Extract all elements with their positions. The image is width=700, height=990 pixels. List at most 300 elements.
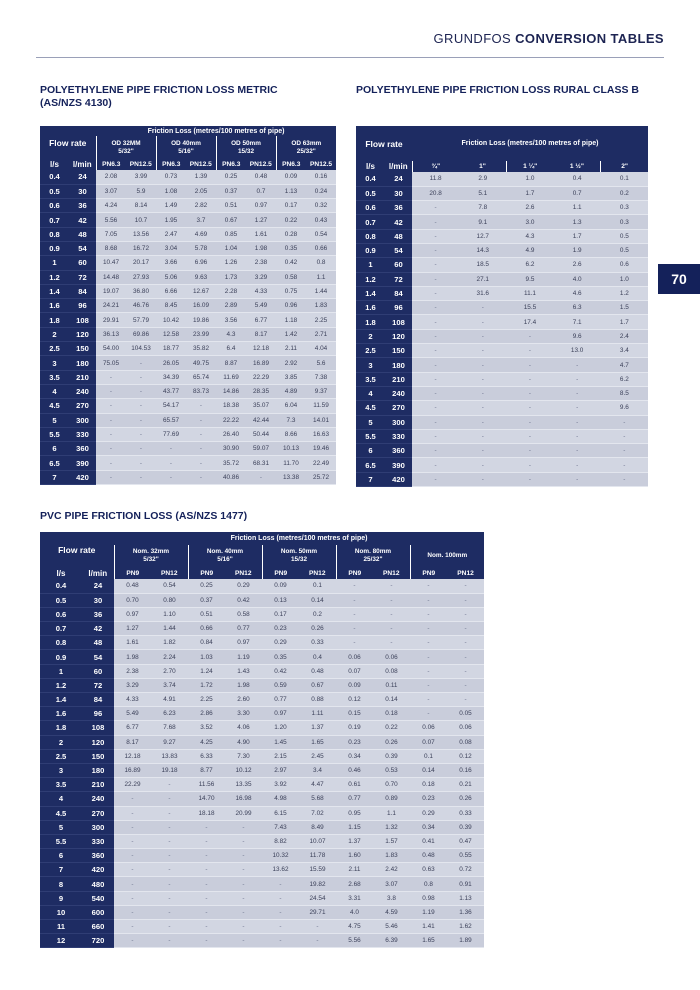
friction-value-cell: 2.42 <box>373 863 410 877</box>
friction-value-cell: 2.28 <box>216 284 246 298</box>
friction-value-cell: 2.6 <box>554 258 601 272</box>
friction-value-cell: 1.98 <box>225 678 262 692</box>
pe-metric-title <box>40 84 278 110</box>
friction-value-cell: - <box>506 444 553 458</box>
friction-value-cell: 68.31 <box>246 456 276 470</box>
column-header: PN12 <box>299 567 336 579</box>
friction-value-cell: 0.42 <box>262 664 299 678</box>
pe-metric-title-line2: (AS/NZS 4130) <box>40 97 112 109</box>
table-row <box>40 863 484 877</box>
flow-lmin-cell: 180 <box>385 358 412 372</box>
table-row <box>40 327 336 341</box>
friction-value-cell: 54.17 <box>156 399 186 413</box>
flow-ls-cell: 2.5 <box>356 344 385 358</box>
friction-value-cell: - <box>188 905 225 919</box>
flow-ls-cell: 5.5 <box>40 834 82 848</box>
friction-value-cell: 4.9 <box>506 243 553 257</box>
friction-value-cell: 4.98 <box>262 792 299 806</box>
table-row <box>40 806 484 820</box>
flow-lmin-cell: 210 <box>69 370 96 384</box>
table-row <box>40 213 336 227</box>
flow-ls-cell: 0.6 <box>40 607 82 621</box>
friction-value-cell: 0.08 <box>447 735 484 749</box>
friction-value-cell: 0.42 <box>276 256 306 270</box>
flow-lmin-cell: 24 <box>69 170 96 184</box>
friction-value-cell: 1.57 <box>373 834 410 848</box>
friction-value-cell: 2.89 <box>216 299 246 313</box>
friction-value-cell: - <box>554 372 601 386</box>
flow-lmin-cell: 42 <box>385 215 412 229</box>
friction-value-cell: - <box>412 372 459 386</box>
friction-value-cell: 10.47 <box>96 256 126 270</box>
friction-value-cell: 7.8 <box>459 201 506 215</box>
table-row <box>356 315 648 329</box>
friction-value-cell: 0.88 <box>299 693 336 707</box>
friction-value-cell: 10.13 <box>276 442 306 456</box>
friction-value-cell: 5.78 <box>186 241 216 255</box>
friction-value-cell: - <box>114 806 151 820</box>
friction-value-cell: 42.44 <box>246 413 276 427</box>
friction-value-cell: 0.91 <box>447 877 484 891</box>
friction-value-cell: - <box>114 834 151 848</box>
pe-metric-title-line1: POLYETHYLENE PIPE FRICTION LOSS METRIC <box>40 84 278 96</box>
flow-ls-cell: 9 <box>40 891 82 905</box>
friction-value-cell: 0.70 <box>373 778 410 792</box>
friction-value-cell: 5.68 <box>299 792 336 806</box>
friction-value-cell: 59.07 <box>246 442 276 456</box>
flow-ls-cell: 6 <box>40 849 82 863</box>
flow-ls-cell: 4 <box>40 384 69 398</box>
friction-value-cell: 7.1 <box>554 315 601 329</box>
friction-value-cell: 1.13 <box>276 184 306 198</box>
friction-value-cell: 14.01 <box>306 413 336 427</box>
friction-value-cell: - <box>96 413 126 427</box>
friction-value-cell: 18.38 <box>216 399 246 413</box>
column-header: 1 ¼" <box>506 161 553 172</box>
friction-value-cell: 26.40 <box>216 427 246 441</box>
friction-value-cell: - <box>459 386 506 400</box>
friction-value-cell: 4.7 <box>601 358 648 372</box>
friction-value-cell: 2.15 <box>262 749 299 763</box>
friction-value-cell: 0.3 <box>601 215 648 229</box>
friction-value-cell: 8.5 <box>601 386 648 400</box>
friction-value-cell: 0.98 <box>410 891 447 905</box>
friction-value-cell: 75.05 <box>96 356 126 370</box>
friction-value-cell: 20.17 <box>126 256 156 270</box>
friction-value-cell: 6.66 <box>156 284 186 298</box>
flow-ls-cell: 1.4 <box>40 693 82 707</box>
friction-value-cell: - <box>410 607 447 621</box>
pipe-size-header <box>96 136 156 159</box>
flow-lmin-cell: 36 <box>69 199 96 213</box>
flow-ls-cell: 2 <box>40 327 69 341</box>
friction-value-cell: 4.24 <box>96 199 126 213</box>
friction-value-cell: 0.58 <box>225 607 262 621</box>
flow-lmin-cell: 72 <box>69 270 96 284</box>
pipe-size-name: Nom. 100mm <box>427 552 468 559</box>
friction-value-cell: 0.22 <box>276 213 306 227</box>
friction-value-cell: 35.07 <box>246 399 276 413</box>
pipe-size-header <box>410 545 484 567</box>
flow-ls-cell: 5.5 <box>40 427 69 441</box>
flow-ls-cell: 4 <box>40 792 82 806</box>
friction-value-cell: 0.17 <box>276 199 306 213</box>
brand-regular: GRUNDFOS <box>433 31 512 46</box>
flow-ls-cell: 1.6 <box>40 299 69 313</box>
pipe-size-inch: 5/16" <box>178 147 194 155</box>
flow-ls-cell: 7 <box>40 470 69 484</box>
flow-lmin-cell: 420 <box>82 863 114 877</box>
friction-value-cell: 6.2 <box>601 372 648 386</box>
friction-value-cell: 7.3 <box>276 413 306 427</box>
pipe-size-header <box>262 545 336 567</box>
friction-value-cell: - <box>126 399 156 413</box>
friction-value-cell: 0.5 <box>601 243 648 257</box>
table-row <box>356 172 648 186</box>
pipe-size-name: Nom. 80mm <box>354 548 392 555</box>
flow-lmin-cell: 360 <box>69 442 96 456</box>
column-header: PN12.5 <box>306 159 336 170</box>
friction-value-cell: - <box>412 386 459 400</box>
friction-value-cell: - <box>506 458 553 472</box>
friction-value-cell: 34.39 <box>156 370 186 384</box>
friction-value-cell: 24.21 <box>96 299 126 313</box>
table-row <box>40 834 484 848</box>
friction-value-cell: 1.27 <box>114 622 151 636</box>
friction-value-cell: 1.15 <box>336 820 373 834</box>
flow-ls-cell: 12 <box>40 934 82 948</box>
friction-value-cell: - <box>410 636 447 650</box>
column-header: 1" <box>459 161 506 172</box>
table-row <box>356 429 648 443</box>
friction-value-cell: 0.24 <box>306 184 336 198</box>
friction-value-cell: 3.07 <box>373 877 410 891</box>
friction-value-cell: 0.14 <box>373 693 410 707</box>
pipe-size-name: OD 32MM <box>111 139 141 147</box>
unit-lmin-header: l/min <box>385 161 412 172</box>
brand-bold: CONVERSION TABLES <box>515 31 664 46</box>
column-header: PN9 <box>410 567 447 579</box>
table-row <box>40 199 336 213</box>
friction-value-cell: 0.37 <box>188 593 225 607</box>
friction-value-cell: - <box>262 877 299 891</box>
friction-value-cell: 0.89 <box>373 792 410 806</box>
friction-value-cell: 18.5 <box>459 258 506 272</box>
pipe-size-inch: 5/32" <box>143 556 159 563</box>
friction-value-cell: - <box>412 229 459 243</box>
table-row <box>356 229 648 243</box>
friction-value-cell: - <box>151 934 188 948</box>
friction-value-cell: 0.47 <box>447 834 484 848</box>
friction-value-cell: - <box>96 470 126 484</box>
flow-ls-cell: 1 <box>356 258 385 272</box>
friction-value-cell: 1.0 <box>601 272 648 286</box>
friction-value-cell: - <box>225 934 262 948</box>
flow-lmin-cell: 540 <box>82 891 114 905</box>
friction-value-cell: 0.15 <box>336 707 373 721</box>
friction-value-cell: 18.77 <box>156 342 186 356</box>
flow-ls-cell: 1.8 <box>40 313 69 327</box>
flow-lmin-cell: 42 <box>69 213 96 227</box>
friction-value-cell: 12.67 <box>186 284 216 298</box>
friction-value-cell: - <box>114 934 151 948</box>
friction-value-cell: - <box>459 415 506 429</box>
friction-value-cell: 1.83 <box>306 299 336 313</box>
flow-lmin-cell: 60 <box>385 258 412 272</box>
flow-lmin-cell: 300 <box>69 413 96 427</box>
friction-value-cell: 18.18 <box>188 806 225 820</box>
friction-value-cell: 1.3 <box>554 215 601 229</box>
table-row <box>356 372 648 386</box>
friction-value-cell: 6.4 <box>216 342 246 356</box>
friction-value-cell: 6.33 <box>188 749 225 763</box>
friction-value-cell: 10.42 <box>156 313 186 327</box>
friction-value-cell: 1.43 <box>225 664 262 678</box>
friction-value-cell: 1.0 <box>506 172 553 186</box>
flow-lmin-cell: 54 <box>82 650 114 664</box>
friction-value-cell: 3.66 <box>156 256 186 270</box>
table-row <box>356 215 648 229</box>
header-rule <box>36 57 664 58</box>
friction-value-cell: 0.75 <box>276 284 306 298</box>
friction-value-cell: 6.15 <box>262 806 299 820</box>
flow-lmin-cell: 270 <box>69 399 96 413</box>
pipe-size-inch: 25/32" <box>363 556 383 563</box>
friction-value-cell: - <box>506 415 553 429</box>
friction-value-cell: - <box>126 470 156 484</box>
friction-value-cell: - <box>410 678 447 692</box>
table-row <box>40 792 484 806</box>
friction-value-cell: 3.4 <box>299 763 336 777</box>
flow-ls-cell: 6 <box>356 444 385 458</box>
friction-value-cell: 1.7 <box>506 186 553 200</box>
friction-value-cell: - <box>96 427 126 441</box>
column-header: PN12 <box>373 567 410 579</box>
friction-value-cell: 1.37 <box>299 721 336 735</box>
friction-value-cell: 1.13 <box>447 891 484 905</box>
friction-value-cell: - <box>114 920 151 934</box>
friction-value-cell: 9.27 <box>151 735 188 749</box>
flow-lmin-cell: 390 <box>69 456 96 470</box>
friction-value-cell: - <box>96 399 126 413</box>
friction-value-cell: 11.78 <box>299 849 336 863</box>
friction-value-cell: 1.82 <box>151 636 188 650</box>
friction-value-cell: - <box>554 386 601 400</box>
friction-value-cell: - <box>410 707 447 721</box>
friction-value-cell: - <box>373 579 410 593</box>
friction-value-cell: - <box>412 344 459 358</box>
friction-value-cell: - <box>412 458 459 472</box>
friction-value-cell: 6.77 <box>114 721 151 735</box>
friction-value-cell: - <box>410 693 447 707</box>
flow-lmin-cell: 300 <box>82 820 114 834</box>
friction-value-cell: - <box>373 607 410 621</box>
flow-lmin-cell: 240 <box>69 384 96 398</box>
friction-value-cell: - <box>601 415 648 429</box>
flow-ls-cell: 1.4 <box>356 286 385 300</box>
table-row <box>356 358 648 372</box>
friction-value-cell: 0.23 <box>262 622 299 636</box>
flow-ls-cell: 0.4 <box>40 170 69 184</box>
friction-value-cell: - <box>225 905 262 919</box>
friction-value-cell: - <box>447 622 484 636</box>
flow-lmin-cell: 36 <box>82 607 114 621</box>
column-header: PN12.5 <box>186 159 216 170</box>
friction-value-cell: 7.02 <box>299 806 336 820</box>
friction-value-cell: 19.46 <box>306 442 336 456</box>
flow-lmin-cell: 24 <box>82 579 114 593</box>
flow-ls-cell: 7 <box>356 472 385 486</box>
friction-value-cell: 35.82 <box>186 342 216 356</box>
unit-ls-header: l/s <box>40 159 69 170</box>
friction-value-cell: 6.23 <box>151 707 188 721</box>
friction-value-cell: 0.25 <box>216 170 246 184</box>
friction-value-cell: 0.73 <box>156 170 186 184</box>
friction-value-cell: 3.30 <box>225 707 262 721</box>
friction-value-cell: 25.72 <box>306 470 336 484</box>
friction-value-cell: 1.89 <box>447 934 484 948</box>
friction-value-cell: 11.59 <box>306 399 336 413</box>
friction-value-cell: 4.89 <box>276 384 306 398</box>
table-row <box>40 356 336 370</box>
friction-value-cell: 16.98 <box>225 792 262 806</box>
friction-value-cell: 0.46 <box>336 763 373 777</box>
friction-value-cell: 3.92 <box>262 778 299 792</box>
friction-loss-header: Friction Loss (metres/100 metres of pipe) <box>96 126 336 136</box>
flow-lmin-cell: 600 <box>82 905 114 919</box>
table-row <box>40 313 336 327</box>
table-row <box>40 877 484 891</box>
friction-value-cell: - <box>151 863 188 877</box>
friction-value-cell: 3.29 <box>246 270 276 284</box>
friction-value-cell: - <box>447 579 484 593</box>
friction-value-cell: 0.96 <box>276 299 306 313</box>
flow-ls-cell: 0.7 <box>356 215 385 229</box>
friction-value-cell: 11.8 <box>412 172 459 186</box>
friction-value-cell: 4.33 <box>114 693 151 707</box>
flow-lmin-cell: 30 <box>69 184 96 198</box>
friction-value-cell: - <box>412 358 459 372</box>
friction-value-cell: - <box>410 579 447 593</box>
friction-value-cell: 0.54 <box>151 579 188 593</box>
flow-lmin-cell: 660 <box>82 920 114 934</box>
flow-lmin-cell: 420 <box>385 472 412 486</box>
friction-value-cell: - <box>447 650 484 664</box>
friction-value-cell: 13.38 <box>276 470 306 484</box>
friction-value-cell: - <box>225 820 262 834</box>
friction-value-cell: 12.18 <box>246 342 276 356</box>
friction-value-cell: 29.91 <box>96 313 126 327</box>
friction-value-cell: - <box>188 849 225 863</box>
column-header: 2" <box>601 161 648 172</box>
friction-value-cell: 0.97 <box>262 707 299 721</box>
friction-value-cell: 0.34 <box>410 820 447 834</box>
flow-lmin-cell: 24 <box>385 172 412 186</box>
friction-value-cell: 3.8 <box>373 891 410 905</box>
friction-value-cell: - <box>554 444 601 458</box>
friction-value-cell: 83.73 <box>186 384 216 398</box>
friction-value-cell: 46.76 <box>126 299 156 313</box>
flow-lmin-cell: 360 <box>385 444 412 458</box>
table-row <box>40 227 336 241</box>
pe-metric-table <box>40 126 336 485</box>
friction-value-cell: 0.13 <box>262 593 299 607</box>
friction-value-cell: 2.11 <box>336 863 373 877</box>
flow-lmin-cell: 60 <box>82 664 114 678</box>
table-row <box>40 299 336 313</box>
friction-value-cell: 0.41 <box>410 834 447 848</box>
friction-value-cell: 4.04 <box>306 342 336 356</box>
friction-value-cell: - <box>156 470 186 484</box>
friction-value-cell: 1.83 <box>373 849 410 863</box>
friction-value-cell: 0.05 <box>447 707 484 721</box>
friction-value-cell: - <box>126 413 156 427</box>
pipe-size-header <box>188 545 262 567</box>
flow-lmin-cell: 120 <box>69 327 96 341</box>
friction-value-cell: 24.54 <box>299 891 336 905</box>
flow-ls-cell: 0.9 <box>40 241 69 255</box>
friction-value-cell: - <box>336 579 373 593</box>
friction-value-cell: 1.7 <box>601 315 648 329</box>
friction-value-cell: 1.41 <box>410 920 447 934</box>
friction-value-cell: - <box>262 920 299 934</box>
friction-value-cell: 3.74 <box>151 678 188 692</box>
friction-value-cell: 0.77 <box>336 792 373 806</box>
friction-value-cell: 2.47 <box>156 227 186 241</box>
friction-value-cell: - <box>156 442 186 456</box>
flow-lmin-cell: 180 <box>69 356 96 370</box>
pipe-size-inch: 5/32" <box>118 147 134 155</box>
flow-lmin-cell: 270 <box>82 806 114 820</box>
friction-value-cell: 0.1 <box>410 749 447 763</box>
friction-value-cell: 3.85 <box>276 370 306 384</box>
friction-value-cell: 1.19 <box>410 905 447 919</box>
friction-value-cell: 1.65 <box>410 934 447 948</box>
column-header: PN12 <box>225 567 262 579</box>
table-row <box>40 693 484 707</box>
flow-ls-cell: 0.8 <box>40 636 82 650</box>
friction-value-cell: - <box>188 891 225 905</box>
pipe-size-inch: 15/32 <box>238 147 254 155</box>
flow-lmin-cell: 120 <box>82 735 114 749</box>
flow-lmin-cell: 720 <box>82 934 114 948</box>
friction-value-cell: 12.18 <box>114 749 151 763</box>
table-row <box>356 444 648 458</box>
friction-value-cell: 5.56 <box>96 213 126 227</box>
flow-ls-cell: 3.5 <box>40 370 69 384</box>
friction-value-cell: - <box>554 472 601 486</box>
flow-lmin-cell: 84 <box>385 286 412 300</box>
friction-value-cell: - <box>336 622 373 636</box>
friction-value-cell: 2.82 <box>186 199 216 213</box>
friction-value-cell: - <box>447 664 484 678</box>
friction-value-cell: - <box>151 806 188 820</box>
friction-value-cell: 13.83 <box>151 749 188 763</box>
friction-value-cell: 13.56 <box>126 227 156 241</box>
friction-value-cell: 1.1 <box>373 806 410 820</box>
friction-value-cell: 2.24 <box>151 650 188 664</box>
table-row <box>356 386 648 400</box>
friction-value-cell: 12.58 <box>156 327 186 341</box>
friction-value-cell: 2.38 <box>114 664 151 678</box>
friction-value-cell: 15.59 <box>299 863 336 877</box>
flow-lmin-cell: 108 <box>69 313 96 327</box>
friction-value-cell: 0.26 <box>299 622 336 636</box>
column-header: PN9 <box>262 567 299 579</box>
flow-ls-cell: 2.5 <box>40 749 82 763</box>
flow-ls-cell: 4.5 <box>40 399 69 413</box>
friction-value-cell: 9.5 <box>506 272 553 286</box>
